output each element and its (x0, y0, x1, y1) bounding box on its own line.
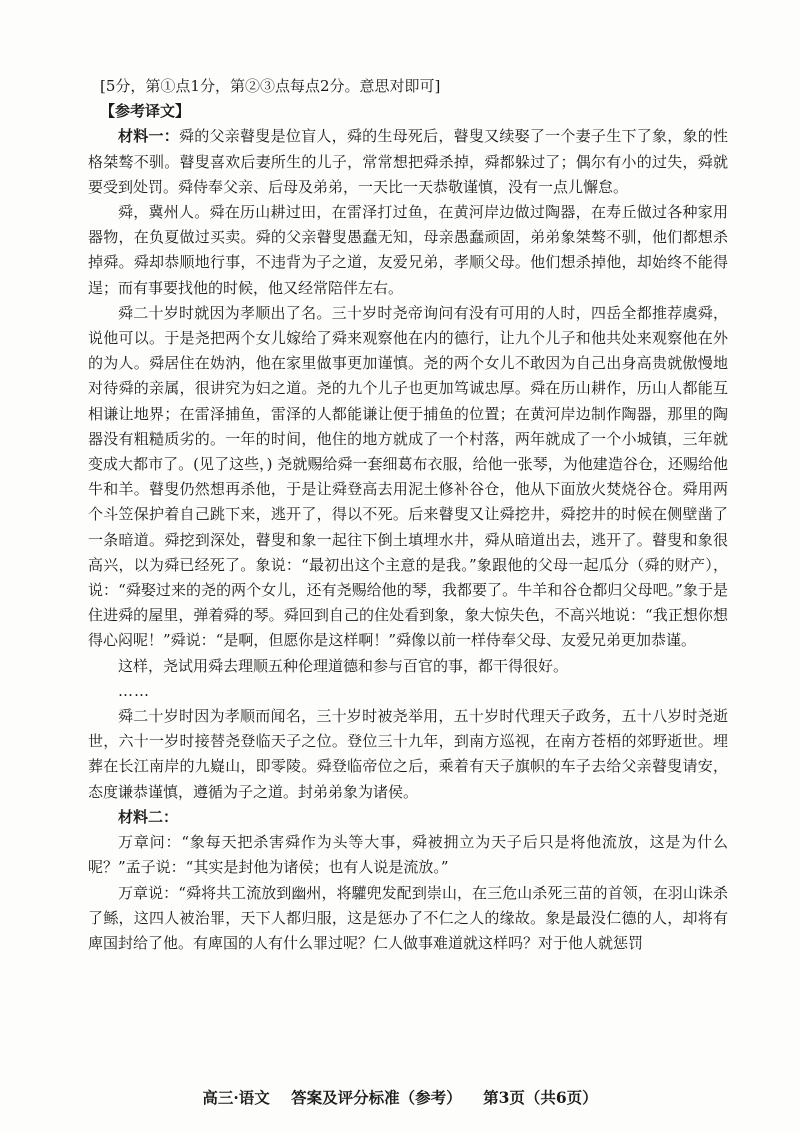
footer-page-info: 第3页（共6页） (483, 1088, 598, 1107)
page-footer (0, 1086, 800, 1108)
material1-paragraph-2: 舜，冀州人。舜在历山耕过田，在雷泽打过鱼，在黄河岸边做过陶器，在寿丘做过各种家用器物，在负夏做过买卖。舜的父亲瞽叟愚蠢无知，母亲愚蠢顽固，弟弟象桀骜不驯，他们都想杀掉舜。舜却恭顺地行事，不违背为子之道，友爱兄弟，孝顺父母。他们想杀掉他，却始终不能得逞；而有事要找他的时候，他又经常陪伴左右。 (88, 203, 728, 297)
score-note: [5分，第①点1分，第②③点每点2分。意思对即可] (100, 77, 441, 95)
material1-label: 材料一： (118, 127, 180, 146)
footer-doc-title: 答案及评分标准（参考） (291, 1088, 462, 1107)
material1-paragraph-1 (88, 124, 728, 200)
footer-course: 高三·语文 (202, 1088, 270, 1107)
material1-paragraph-4: 这样，尧试用舜去理顺五种伦理道德和参与百官的事，都干得很好。 (118, 656, 569, 675)
material2-label: 材料二： (118, 807, 179, 826)
translation-heading: 【参考译文】 (100, 102, 191, 121)
material1-paragraph-1-text: 舜的父亲瞽叟是位盲人，舜的生母死后，瞽叟又续娶了一个妻子生下了象，象的性格桀骜不驯。瞽叟喜欢后妻所生的儿子，常常想把舜杀掉，舜都躲过了；偶尔有小的过失，舜就要受到处罚。舜侍奉父亲、后母及弟弟，一天比一天恭敬谨慎，没有一点儿懈怠。 (88, 127, 728, 196)
material1-paragraph-5: 舜二十岁时因为孝顺而闻名，三十岁时被尧举用，五十岁时代理天子政务，五十八岁时尧逝世，六十一岁时接替尧登临天子之位。登位三十九年，到南方巡视，在南方苍梧的郊野逝世。埋葬在长江南岸的九嶷山，即零陵。舜登临帝位之后，乘着有天子旗帜的车子去给父亲瞽叟请安，态度谦恭谨慎，遵循为子之道。封弟弟象为诸侯。 (88, 707, 728, 801)
material2-paragraph-1: 万章问：“象每天把杀害舜作为头等大事，舜被拥立为天子后只是将他流放，这是为什么呢？”孟子说：“其实是封他为诸侯；也有人说是流放。” (88, 833, 728, 877)
translation-content (88, 74, 728, 956)
material1-paragraph-3: 舜二十岁时就因为孝顺出了名。三十岁时尧帝询问有没有可用的人时，四岳全都推荐虞舜，说他可以。于是尧把两个女儿嫁给了舜来观察他在内的德行，让九个儿子和他共处来观察他在外的为人。舜居住在妫汭，他在家里做事更加谨慎。尧的两个女儿不敢因为自己出身高贵就傲慢地对待舜的亲属，很讲究为妇之道。尧的九个儿子也更加笃诚忠厚。舜在历山耕作，历山人都能互相谦让地界；在雷泽捕鱼，雷泽的人都能谦让便于捕鱼的位置；在黄河岸边制作陶器，那里的陶器没有粗糙质劣的。一年的时间，他住的地方就成了一个村落，两年就成了一个小城镇，三年就变成大都市了。(见了这些，) 尧就赐给舜一套细葛布衣服，给他一张琴，为他建造谷仓，还赐给他牛和羊。瞽叟仍然想再杀他，于是让舜登高去用泥土修补谷仓，他从下面放火焚烧谷仓。舜用两个斗笠保护着自己跳下来，逃开了，得以不死。后来瞽叟又让舜挖井，舜挖井的时候在侧壁凿了一条暗道。舜挖到深处，瞽叟和象一起往下倒土填埋水井，舜从暗道出去，逃开了。瞽叟和象很高兴，以为舜已经死了。象说：“最初出这个主意的是我。”象跟他的父母一起瓜分（舜的财产），说：“舜娶过来的尧的两个女儿，还有尧赐给他的琴，我都要了。牛羊和谷仓都归父母吧。”象于是住进舜的屋里，弹着舜的琴。舜回到自己的住处看到象，象大惊失色，不高兴地说：“我正想你想得心闷呢！”舜说：“是啊，但愿你是这样啊！”舜像以前一样侍奉父母、友爱兄弟更加恭谨。 (88, 303, 728, 650)
ellipsis: …… (118, 681, 150, 700)
material2-paragraph-2: 万章说：“舜将共工流放到幽州，将驩兜发配到崇山，在三危山杀死三苗的首领，在羽山诛杀了鲧，这四人被治罪，天下人都归服，这是惩办了不仁之人的缘故。象是最没仁德的人，却将有庳国封给了他。有庳国的人有什么罪过呢？仁人做事难道就这样吗？对于他人就惩罚 (88, 883, 728, 952)
